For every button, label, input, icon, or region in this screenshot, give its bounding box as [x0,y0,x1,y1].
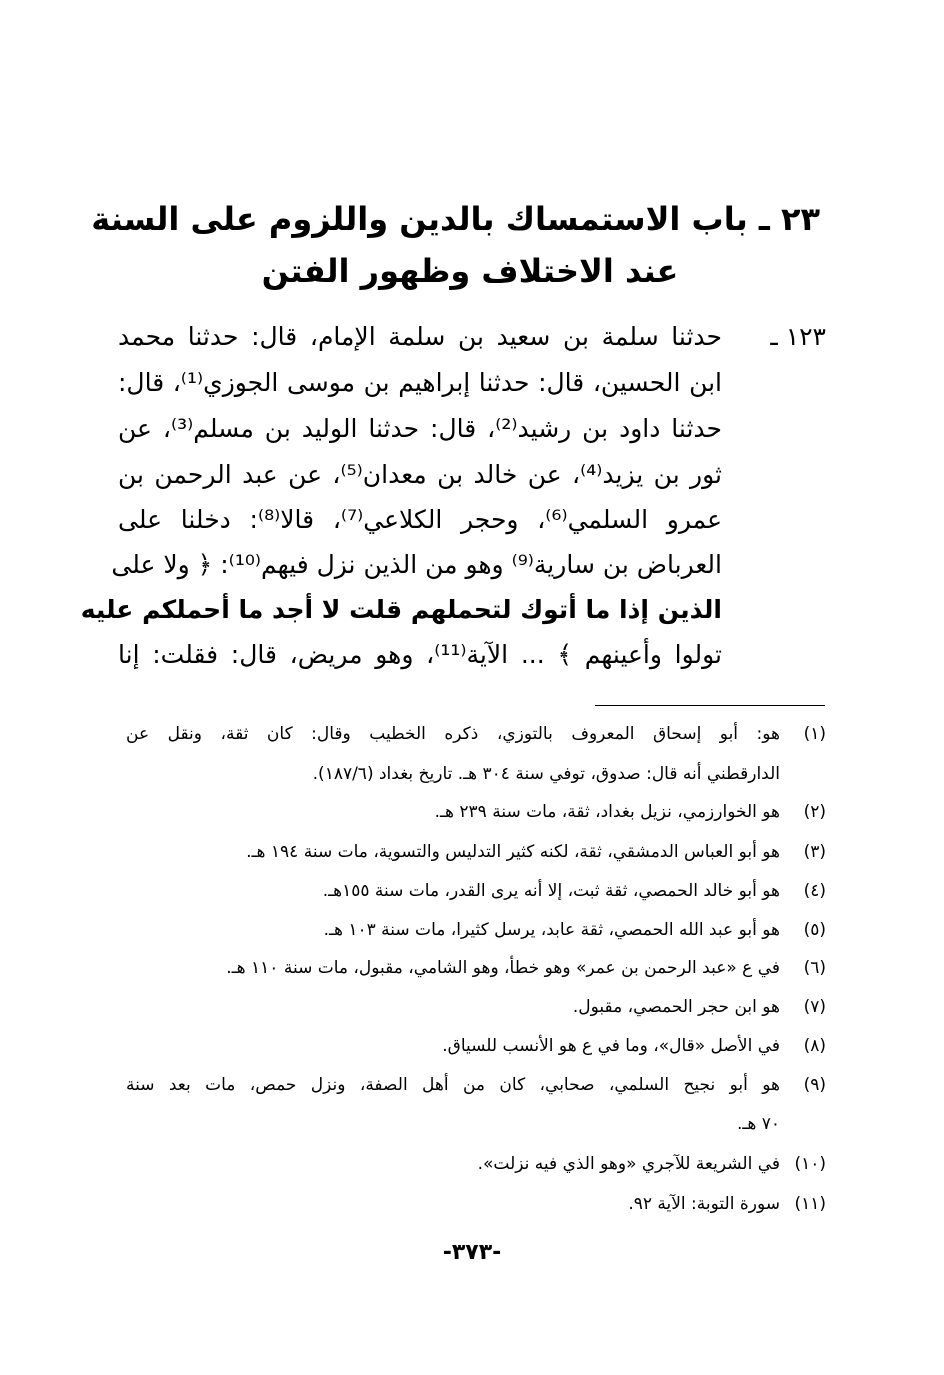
page-number: -٣٧٣- [442,1240,502,1265]
hadith-line: حدثنا سلمة بن سعيد بن سلمة الإمام، قال: حدثنا محمد [118,322,722,351]
footnote-item [126,956,826,980]
footnote-text: هو أبو عبد الله الحمصي، ثقة عابد، يرسل كثيرا، مات سنة ١٠٣ هـ. [323,920,780,940]
footnote-item [126,800,826,824]
footnote-number: (٥) [803,920,826,940]
footnote-number: (١١) [794,1194,826,1214]
footnote-continuation: الدارقطني أنه قال: صدوق، توفي سنة ٣٠٤ هـ. تاريخ بغداد (١٨٧/٦). [312,764,780,784]
hadith-line: تولوا وأعينهم ﴾ ... الآية⁽¹¹⁾، وهو مريض، قال: فقلت: إنا [118,640,722,669]
footnote-text: هو أبو نجيح السلمي، صحابي، كان من أهل الصفة، ونزل حمص، مات بعد سنة [126,1075,780,1095]
footnote-text: في الأصل «قال»، وما في ع هو الأنسب للسياق. [442,1036,780,1056]
footnote-number: (٣) [803,842,826,862]
hadith-line: العرباض بن سارية⁽⁹⁾ وهو من الذين نزل فيهم⁽¹⁰⁾: ﴿ ولا على [111,550,722,579]
footnote-number: (٨) [803,1036,826,1056]
footnote-text: هو: أبو إسحاق المعروف بالتوزي، ذكره الخطيب وقال: كان ثقة، ونقل عن [126,724,780,744]
footnote-item [126,840,826,864]
footnote-continuation: ٧٠ هـ. [736,1114,780,1134]
hadith-number: ١٢٣ ـ [770,322,826,351]
chapter-heading-line-2: عند الاختلاف وظهور الفتن [261,252,679,290]
footnote-item [126,879,826,903]
hadith-line: حدثنا داود بن رشيد⁽²⁾، قال: حدثنا الوليد بن مسلم⁽³⁾، عن [118,414,722,443]
footnote-number: (١) [803,724,826,744]
footnote-number: (٤) [803,881,826,901]
footnote-text: هو ابن حجر الحمصي، مقبول. [572,997,780,1017]
footnote-item [126,722,826,746]
footnote-number: (١٠) [794,1154,826,1174]
footnote-text: هو أبو خالد الحمصي، ثقة ثبت، إلا أنه يرى القدر، مات سنة ١٥٥هـ. [322,881,780,901]
footnote-number: (٢) [803,802,826,822]
footnote-text: هو الخوارزمي، نزيل بغداد، ثقة، مات سنة ٢٣٩ هـ. [434,802,780,822]
footnote-item [126,995,826,1019]
footnote-text: في الشريعة للآجري «وهو الذي فيه نزلت». [477,1154,780,1174]
hadith-line: ثور بن يزيد⁽⁴⁾، عن خالد بن معدان⁽⁵⁾، عن عبد الرحمن بن [118,460,723,489]
footnote-text: هو أبو العباس الدمشقي، ثقة، لكنه كثير التدليس والتسوية، مات سنة ١٩٤ هـ. [246,842,780,862]
footnote-item [126,1073,826,1097]
footnote-item [126,1034,826,1058]
footnote-number: (٧) [803,997,826,1017]
chapter-heading-line-1: ٢٣ ـ باب الاستمساك بالدين واللزوم على السنة [91,200,820,238]
hadith-line-quran: الذين إذا ما أتوك لتحملهم قلت لا أجد ما أحملكم عليه [80,595,722,624]
footnote-item [126,918,826,942]
footnote-number: (٩) [803,1075,826,1095]
hadith-line: ابن الحسين، قال: حدثنا إبراهيم بن موسى الجوزي⁽¹⁾، قال: [118,368,722,397]
footnote-item [126,1152,826,1176]
hadith-line: عمرو السلمي⁽⁶⁾، وحجر الكلاعي⁽⁷⁾، قالا⁽⁸⁾: دخلنا على [118,505,723,534]
footnote-text: سورة التوبة: الآية ٩٢. [628,1194,780,1214]
footnote-separator [595,705,825,706]
footnote-text: في ع «عبد الرحمن بن عمر» وهو خطأ، وهو الشامي، مقبول، مات سنة ١١٠ هـ. [226,958,780,978]
footnote-item [126,1192,826,1216]
footnote-number: (٦) [803,958,826,978]
